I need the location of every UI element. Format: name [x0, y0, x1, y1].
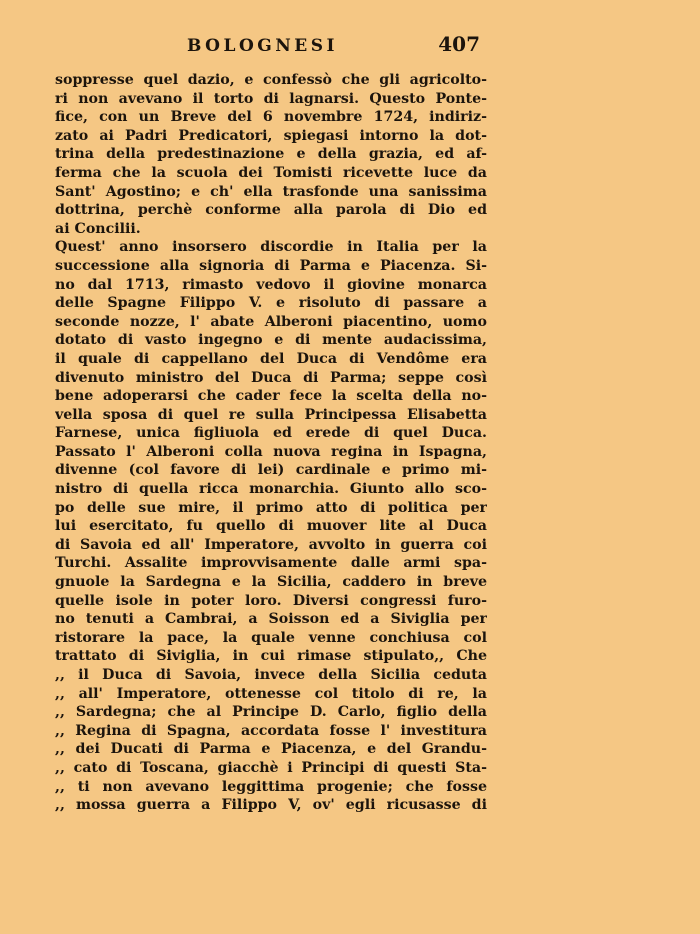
- text-line: ,, all' Imperatore, ottenesse col titolo di re, la: [55, 685, 487, 702]
- text-line: Passato l' Alberoni colla nuova regina in Ispagna,: [55, 443, 487, 460]
- text-line: no dal 1713, rimasto vedovo il giovine monarca: [55, 276, 487, 293]
- text-line: nistro di quella ricca monarchia. Giunto allo sco-: [55, 481, 487, 498]
- text-line: di Savoia ed all' Imperatore, avvolto in guerra coi: [55, 536, 487, 553]
- text-line: ,, il Duca di Savoia, invece della Sicilia ceduta: [55, 667, 487, 683]
- text-line: ri non avevano il torto di lagnarsi. Questo Ponte-: [55, 90, 487, 107]
- page-number: 407: [438, 32, 480, 56]
- text-line: ,, Regina di Spagna, accordata fosse l' investitura: [55, 722, 487, 739]
- text-line: ai Concilii.: [55, 220, 141, 237]
- running-title: BOLOGNESI: [187, 36, 338, 56]
- text-line: trattato di Siviglia, in cui rimase stipulato,, Che: [55, 648, 487, 665]
- text-line: Turchi. Assalite improvvisamente dalle armi spa-: [55, 555, 487, 572]
- text-line: dottrina, perchè conforme alla parola di Dio ed: [55, 202, 487, 219]
- text-line: gnuole la Sardegna e la Sicilia, caddero in breve: [55, 574, 487, 591]
- text-line: quelle isole in poter loro. Diversi congressi furo-: [55, 592, 487, 609]
- text-line: Farnese, unica figliuola ed erede di quel Duca.: [55, 425, 487, 442]
- text-line: divenuto ministro del Duca di Parma; seppe così: [55, 369, 487, 386]
- text-line: Sant' Agostino; e ch' ella trasfonde una sanissima: [55, 183, 487, 200]
- text-line: bene adoperarsi che cader fece la scelta della no-: [55, 388, 487, 405]
- text-line: fice, con un Breve del 6 novembre 1724, indiriz-: [55, 109, 487, 126]
- text-line: lui esercitato, fu quello di muover lite al Duca: [55, 518, 487, 535]
- text-line: po delle sue mire, il primo atto di politica per: [55, 499, 487, 516]
- text-line: zato ai Padri Predicatori, spiegasi intorno la dot-: [55, 127, 487, 144]
- text-line: ,, cato di Toscana, giacchè i Principi di questi Sta-: [55, 759, 487, 776]
- text-line: vella sposa di quel re sulla Principessa Elisabetta: [55, 406, 487, 423]
- text-line: no tenuti a Cambrai, a Soisson ed a Siviglia per: [55, 611, 487, 628]
- text-line: ,, ti non avevano leggittima progenie; che fosse: [55, 778, 487, 795]
- text-line: soppresse quel dazio, e confessò che gli agricolto-: [55, 72, 487, 88]
- text-line: ,, mossa guerra a Filippo V, ov' egli ricusasse di: [55, 797, 487, 814]
- body-text: [55, 71, 487, 815]
- text-line: Quest' anno insorsero discordie in Italia per la: [55, 239, 487, 256]
- text-line: trina della predestinazione e della grazia, ed af-: [55, 146, 487, 163]
- page-header: [55, 30, 480, 60]
- text-line: seconde nozze, l' abate Alberoni piacentino, uomo: [55, 313, 487, 330]
- text-line: ristorare la pace, la quale venne conchiusa col: [55, 629, 487, 646]
- text-line: delle Spagne Filippo V. e risoluto di passare a: [55, 295, 487, 312]
- text-line: ferma che la scuola dei Tomisti ricevette luce da: [55, 164, 487, 181]
- text-line: successione alla signoria di Parma e Piacenza. Si-: [55, 257, 487, 274]
- text-line: ,, dei Ducati di Parma e Piacenza, e del Grandu-: [55, 741, 487, 758]
- text-line: il quale di cappellano del Duca di Vendôme era: [55, 350, 487, 367]
- text-line: ,, Sardegna; che al Principe D. Carlo, figlio della: [55, 704, 487, 721]
- text-line: divenne (col favore di lei) cardinale e primo mi-: [55, 462, 487, 479]
- text-line: dotato di vasto ingegno e di mente audacissima,: [55, 332, 487, 349]
